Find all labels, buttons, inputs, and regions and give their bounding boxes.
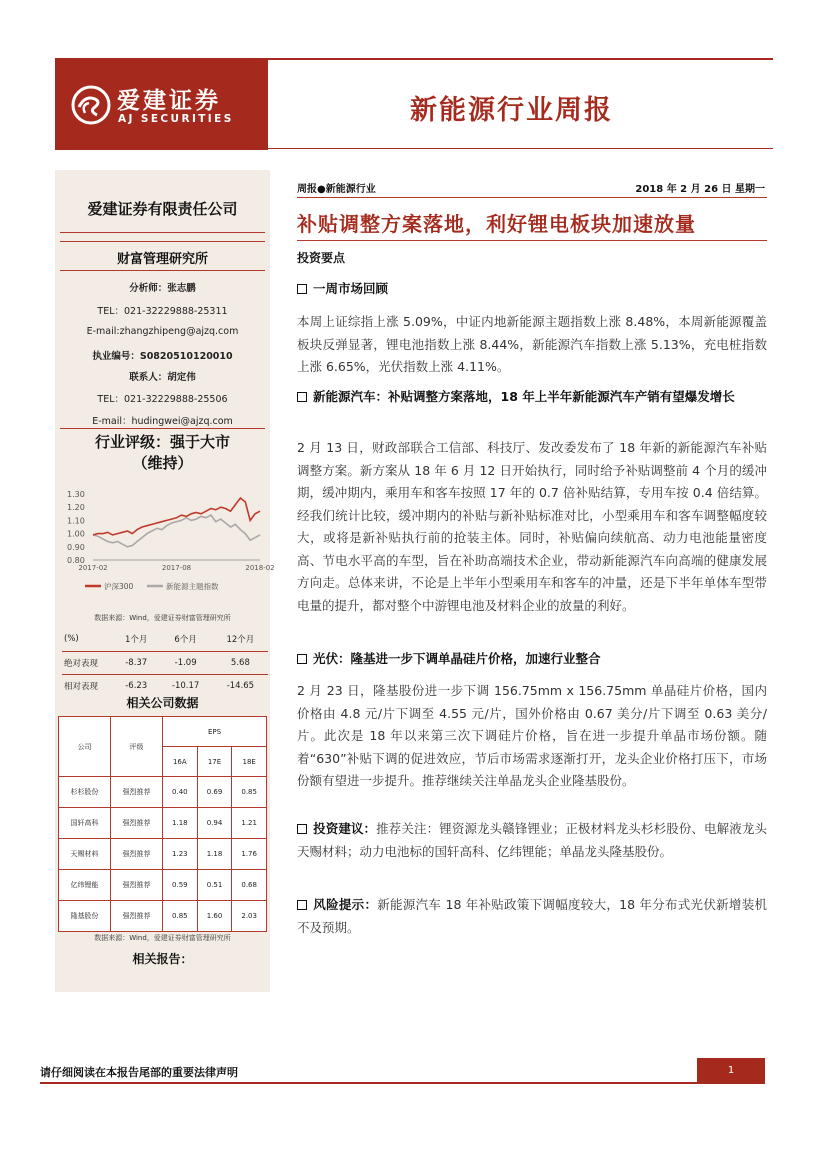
- license-number: 执业编号：S0820510120010: [92, 351, 233, 362]
- index-performance-chart: [55, 486, 275, 608]
- series-line: [93, 515, 260, 547]
- contact-name: 联系人：胡定伟: [129, 372, 196, 383]
- sidebar: [55, 170, 275, 992]
- table-header-cell: 评级: [111, 717, 163, 777]
- data-source-note: 数据来源：Wind，爱建证券财富管理研究所: [94, 614, 231, 622]
- brand-logo: [55, 60, 268, 150]
- y-tick-label: 1.20: [67, 503, 85, 513]
- divider: [60, 241, 265, 242]
- eps-cell: 0.94: [197, 808, 232, 839]
- risk-label: 风险提示：: [313, 897, 378, 912]
- eps-cell: 0.85: [163, 901, 198, 932]
- rating-cell: 强烈推荐: [111, 870, 163, 901]
- analyst-email[interactable]: E-mail:zhangzhipeng@ajzq.com: [86, 326, 239, 337]
- related-companies-title: 相关公司数据: [126, 696, 199, 710]
- industry-rating: [55, 432, 270, 474]
- row-label: 绝对表现: [62, 651, 114, 674]
- eps-cell: 0.59: [163, 870, 198, 901]
- section-heading-market-review: [297, 278, 767, 299]
- company-cell: 天赐材料: [59, 839, 111, 870]
- rating-status: （维持）: [132, 454, 193, 472]
- divider: [60, 270, 265, 271]
- table-header-cell: (%): [62, 628, 114, 651]
- brand-name-en: AJ SECURITIES: [118, 113, 234, 125]
- table-header-cell: 17E: [197, 747, 232, 777]
- table-header-row: [62, 628, 268, 651]
- section-heading-text: 一周市场回顾: [313, 281, 389, 296]
- table-row: [59, 901, 267, 932]
- table-cell: -10.17: [171, 680, 200, 691]
- rating-cell: 强烈推荐: [111, 901, 163, 932]
- paragraph-market-review: 本周上证综指上涨 5.09%，中证内地新能源主题指数上涨 8.48%，本周新能源覆盖板块反弹显著，锂电池指数上涨 8.44%，新能源汽车指数上涨 5.13%，充电桩指数上涨 6.65%，光伏指数上涨 4.11%。: [297, 314, 767, 374]
- checkbox-bullet-icon: [297, 654, 307, 664]
- logo-emblem-icon: [71, 85, 111, 125]
- divider: [60, 232, 265, 233]
- advice-text: 推荐关注：锂资源龙头赣锋锂业；正极材料龙头杉杉股份、电解液龙头天赐材料；动力电池标的国轩高科、亿纬锂能；单晶龙头隆基股份。: [297, 821, 767, 859]
- eps-cell: 0.40: [163, 777, 198, 808]
- department-name: 财富管理研究所: [116, 252, 208, 267]
- contact-email[interactable]: E-mail：hudingwei@ajzq.com: [92, 416, 233, 427]
- rating-cell: 强烈推荐: [111, 839, 163, 870]
- eps-cell: 1.21: [232, 808, 267, 839]
- table-row: [62, 651, 268, 674]
- y-tick-label: 1.10: [67, 516, 85, 526]
- paragraph-nev: 2 月 13 日，财政部联合工信部、科技厅、发改委发布了 18 年新的新能源汽车补贴调整方案。新方案从 18 年 6 月 12 日开始执行，同时给予补贴调整前 4 个月的缓冲期，缓冲期内，乘用车和客车按照 17 年的 0.7 倍补贴结算，专用车按 0.4 倍结算。经我们统计比较，缓冲期内的补贴与新补贴标准对比，小型乘用车和客车调整幅度较大，或将是新补贴执行前的抢装主体。同时，补贴偏向续航高、动力电池能量密度高、节电水平高的车型，旨在补助高端技术企业，带动新能源汽车向高端的健康发展方向走。总体来讲，不论是上半年小型乘用车和客车的冲量，还是下半年单体车型带电量的提升，都对整个中游锂电池及材料企业的放量的利好。: [297, 440, 767, 613]
- table-header-row: [59, 717, 267, 747]
- x-tick-label: 2018-02: [245, 564, 275, 572]
- divider: [297, 197, 767, 198]
- analyst-name: 分析师：张志鹏: [129, 283, 196, 294]
- table-cell: -8.37: [114, 651, 158, 674]
- paragraph-risk: [297, 894, 767, 939]
- divider: [60, 428, 265, 429]
- brand-name-cn: 爱建证券: [117, 87, 221, 114]
- eps-cell: 0.51: [197, 870, 232, 901]
- table-header-cell: EPS: [163, 717, 267, 747]
- section-heading-text: 新能源汽车：补贴调整方案落地，18 年上半年新能源汽车产销有望爆发增长: [313, 389, 735, 404]
- x-tick-label: 2017-08: [161, 564, 192, 572]
- eps-cell: 1.23: [163, 839, 198, 870]
- risk-text: 新能源汽车 18 年补贴政策下调幅度较大，18 年分布式光伏新增装机不及预期。: [297, 897, 767, 935]
- rating-cell: 强烈推荐: [111, 777, 163, 808]
- company-cell: 隆基股份: [59, 901, 111, 932]
- y-tick-label: 0.80: [67, 556, 85, 565]
- eps-cell: 1.76: [232, 839, 267, 870]
- company-name: 爱建证券有限责任公司: [87, 200, 238, 218]
- report-headline: 补贴调整方案落地，利好锂电板块加速放量: [297, 212, 696, 236]
- row-label: 相对表现: [64, 681, 99, 692]
- y-tick-label: 1.00: [67, 529, 85, 539]
- header-rule: [268, 148, 773, 149]
- eps-cell: 2.03: [232, 901, 267, 932]
- table-row: [59, 870, 267, 901]
- table-header-cell: 1个月: [114, 628, 158, 651]
- section-heading-text: 光伏：隆基进一步下调单晶硅片价格，加速行业整合: [313, 651, 601, 666]
- company-eps-table: [58, 716, 267, 932]
- table-header-cell: 6个月: [158, 628, 212, 651]
- y-tick-label: 1.30: [67, 490, 85, 499]
- section-heading-pv: [297, 648, 767, 669]
- table-cell: -1.09: [158, 651, 212, 674]
- page-number: 1: [697, 1058, 765, 1084]
- section-title: 投资要点: [297, 251, 346, 265]
- table-row: [59, 839, 267, 870]
- analyst-tel: TEL：021-32229888-25311: [97, 306, 228, 317]
- legend-label: 沪深300: [104, 582, 134, 591]
- eps-cell: 0.68: [232, 870, 267, 901]
- table-header-cell: 16A: [163, 747, 198, 777]
- related-reports-title: 相关报告：: [132, 952, 193, 966]
- paragraph-pv: 2 月 23 日，隆基股份进一步下调 156.75mm x 156.75mm 单晶硅片价格，国内价格由 4.8 元/片下调至 4.55 元/片，国外价格由 0.67 美分/片下调至 0.63 美分/片。此次是 18 年以来第三次下调硅片价格，旨在进一步提升单晶市场份额。随着“630”补贴下调的促进效应，节后市场需求逐渐打开，龙头企业价格打压下，市场份额有望进一步提升。推荐继续关注单晶龙头企业隆基股份。: [297, 683, 767, 788]
- legend-label: 新能源主题指数: [166, 582, 219, 591]
- table-cell: -6.23: [125, 680, 148, 691]
- legal-disclaimer-note: 请仔细阅读在本报告尾部的重要法律声明: [40, 1066, 238, 1079]
- paragraph-investment-advice: [297, 818, 767, 863]
- eps-cell: 0.69: [197, 777, 232, 808]
- series-line: [93, 498, 260, 535]
- performance-table: [62, 628, 268, 697]
- eps-cell: 1.60: [197, 901, 232, 932]
- data-source-note: 数据来源：Wind，爱建证券财富管理研究所: [94, 934, 231, 942]
- table-cell: 5.68: [213, 651, 268, 674]
- eps-cell: 1.18: [163, 808, 198, 839]
- company-cell: 国轩高科: [59, 808, 111, 839]
- checkbox-bullet-icon: [297, 392, 307, 402]
- section-heading-nev: [297, 386, 767, 407]
- table-cell: -14.65: [226, 680, 255, 691]
- report-date: 2018 年 2 月 26 日 星期一: [635, 184, 765, 195]
- table-row: [59, 777, 267, 808]
- checkbox-bullet-icon: [297, 824, 307, 834]
- report-category: 周报●新能源行业: [297, 184, 376, 195]
- x-tick-label: 2017-02: [78, 564, 108, 572]
- contact-tel: TEL：021-32229888-25506: [97, 394, 228, 405]
- company-cell: 杉杉股份: [59, 777, 111, 808]
- rating-cell: 强烈推荐: [111, 808, 163, 839]
- checkbox-bullet-icon: [297, 284, 307, 294]
- y-tick-label: 0.90: [67, 542, 85, 552]
- divider: [297, 240, 767, 241]
- table-header-cell: 18E: [232, 747, 267, 777]
- checkbox-bullet-icon: [297, 900, 307, 910]
- footer-rule: [40, 1082, 765, 1084]
- table-header-cell: 12个月: [213, 628, 268, 651]
- eps-cell: 0.85: [232, 777, 267, 808]
- company-cell: 亿纬锂能: [59, 870, 111, 901]
- rating-label: 行业评级：强于大市: [94, 433, 230, 451]
- table-row: [59, 808, 267, 839]
- eps-cell: 1.18: [197, 839, 232, 870]
- report-series-title: 新能源行业周报: [410, 95, 613, 126]
- advice-label: 投资建议：: [313, 821, 377, 836]
- table-header-cell: 公司: [59, 717, 111, 777]
